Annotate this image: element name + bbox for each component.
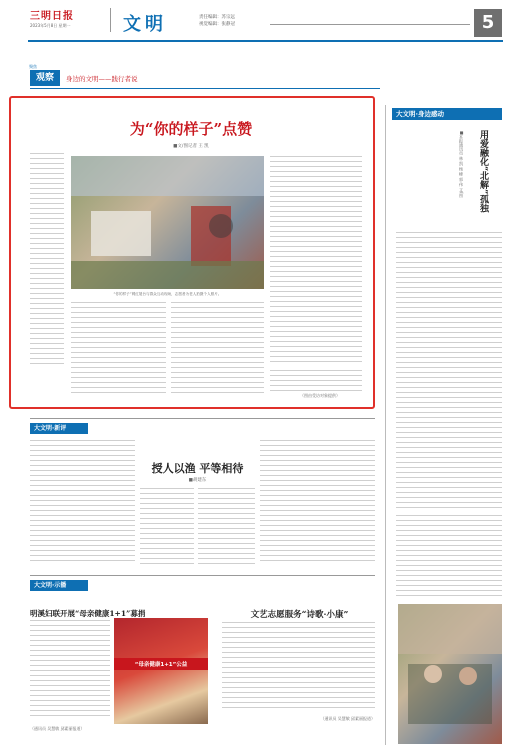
masthead-underline bbox=[28, 40, 503, 42]
column-rule bbox=[30, 88, 380, 89]
right-column-photo bbox=[398, 604, 502, 744]
page-number: 5 bbox=[474, 9, 502, 37]
lead-article-title: 为“你的样子”点赞 bbox=[129, 120, 253, 138]
visual-editor-line: 视觉编辑：张静冠 bbox=[199, 22, 235, 27]
lead-text-col-3 bbox=[270, 156, 362, 366]
lead-closing-note: （图由受访对象提供） bbox=[300, 393, 340, 398]
section-title: 文明 bbox=[123, 14, 167, 35]
right-column-byline: ■本报通讯员 林 凯 杨 峰 郭 伟 文/图 bbox=[459, 130, 464, 198]
masthead-divider bbox=[110, 8, 111, 32]
section-three-right-byline: （通讯员 吴慧敏 邱素丽报道） bbox=[320, 716, 375, 721]
lead-photo bbox=[71, 156, 264, 289]
lead-text-col-1 bbox=[30, 153, 64, 368]
column-subtitle: 身边的文明——践行者说 bbox=[66, 75, 138, 83]
section-three-banner-text: 大文明·示播 bbox=[34, 582, 67, 589]
section-three-left-title: 明溪妇联开展“母亲健康1+1”募捐 bbox=[30, 609, 146, 618]
lead-text-col-2a bbox=[71, 302, 166, 397]
section-two-text-col-2 bbox=[140, 488, 194, 564]
right-column-text bbox=[396, 232, 502, 512]
column-badge bbox=[29, 64, 60, 86]
section-two-banner bbox=[30, 423, 88, 434]
section-three-banner bbox=[30, 580, 88, 591]
section-three-left-photo bbox=[114, 618, 208, 724]
column-badge-prefix: 聚焦 bbox=[29, 64, 37, 69]
lead-photo-scene bbox=[71, 156, 264, 289]
section-three-rule bbox=[30, 575, 375, 576]
column-badge-text: 观察 bbox=[35, 73, 54, 83]
section-three-left-byline: （通讯员 吴慧敏 邱素丽报道） bbox=[30, 726, 85, 731]
right-column-title: 用爱融化“北解”孤独 bbox=[478, 130, 488, 213]
section-three-right-title: 文艺志愿服务“诗歌·小康” bbox=[250, 610, 349, 620]
section-two-title: 授人以渔 平等相待 bbox=[151, 462, 244, 475]
lead-article-byline: ■文/图记者 王 凯 bbox=[173, 144, 209, 149]
right-column-banner bbox=[392, 108, 502, 120]
section-two-text-col-1 bbox=[30, 440, 135, 564]
section-two-text-col-3 bbox=[198, 488, 255, 564]
date-line: 2023年5月8日 星期一 bbox=[30, 23, 71, 28]
editor-line: 责任编辑：苏宗远 bbox=[199, 15, 235, 20]
right-column-banner-text: 大文明·身边感动 bbox=[396, 110, 444, 118]
editor-credits bbox=[199, 14, 235, 28]
masthead-rule bbox=[270, 24, 470, 25]
masthead-logo bbox=[30, 7, 94, 27]
section-three-right-text bbox=[222, 622, 375, 712]
section-three-left-text bbox=[30, 620, 110, 720]
column-divider bbox=[385, 105, 386, 745]
section-two-byline: ■胡建东 bbox=[188, 478, 207, 483]
lead-photo-caption: “你的样子”网红展台与群众互动现场，志愿者为老人拍摄个人照片。 bbox=[113, 292, 222, 296]
lead-text-col-3-end bbox=[270, 370, 362, 392]
paper-name: 三明日报 bbox=[30, 11, 74, 22]
section-three-photo-banner: “母亲健康1+1”公益 bbox=[114, 658, 208, 670]
section-two-rule bbox=[30, 418, 375, 419]
lead-text-col-2b bbox=[171, 302, 264, 397]
section-two-text-col-4 bbox=[260, 440, 375, 564]
right-column-photo-scene bbox=[398, 604, 502, 744]
section-two-banner-text: 大文明·新评 bbox=[34, 425, 67, 432]
right-column-text-end bbox=[396, 515, 502, 599]
